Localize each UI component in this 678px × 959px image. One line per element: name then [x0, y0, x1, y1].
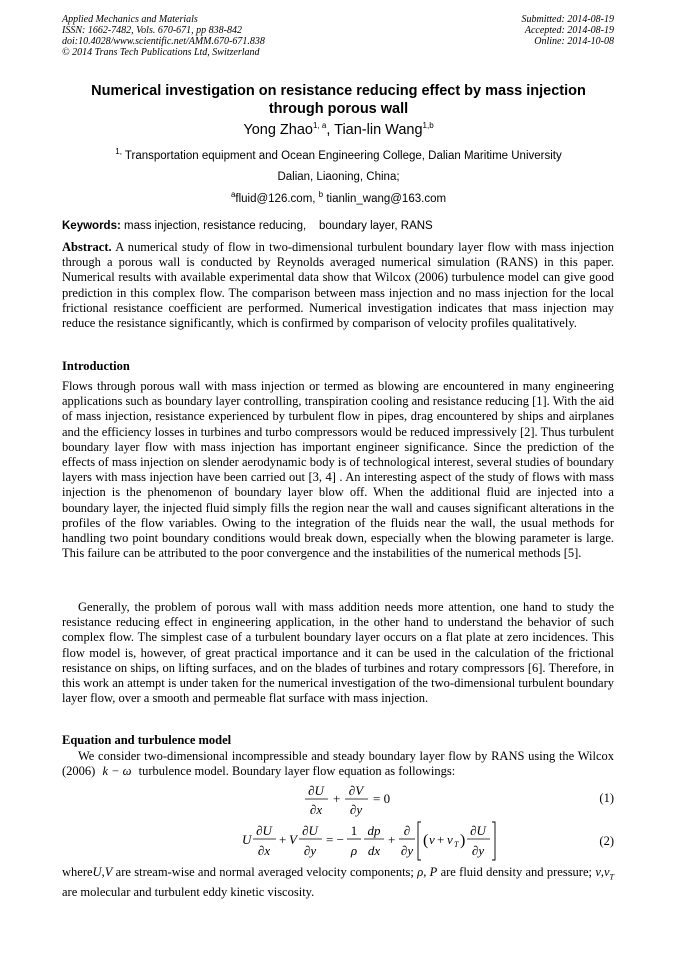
svg-text:∂x: ∂x: [257, 843, 271, 858]
equation-1-number: (1): [599, 791, 614, 805]
svg-text:ν: ν: [447, 832, 453, 847]
affiliation-text: Transportation equipment and Ocean Engineering College, Dalian Maritime University: [124, 150, 562, 162]
keywords-label: Keywords:: [62, 220, 121, 232]
velocity-symbols: U,V: [92, 865, 113, 879]
svg-text:dp: dp: [367, 823, 381, 838]
doi-line: doi:10.4028/www.scientific.net/AMM.670-671.838: [62, 36, 265, 47]
svg-text:∂U: ∂U: [302, 823, 318, 838]
svg-text:+: +: [388, 832, 396, 847]
where-text: are stream-wise and normal averaged velocity components;: [115, 865, 414, 879]
accepted-date: Accepted: 2014-08-19: [524, 25, 614, 36]
equations-intro-text: We consider two-dimensional incompressible and steady boundary layer flow by RANS using the Wilcox (2006): [62, 749, 614, 779]
abstract-label: Abstract.: [62, 240, 112, 254]
keywords-text: mass injection, resistance reducing, boundary layer, RANS: [124, 220, 433, 232]
author-separator: ,: [326, 122, 331, 138]
equations-intro-text: turbulence model. Boundary layer flow equation as followings:: [138, 764, 456, 779]
equation-1: [300, 780, 410, 822]
svg-text:∂y: ∂y: [400, 843, 414, 858]
author-affil-mark: 1, a: [312, 121, 327, 131]
email-b: tianlin_wang@163.com: [326, 193, 447, 205]
affiliation-city: Dalian, Liaoning, China;: [277, 171, 400, 183]
svg-text:∂y: ∂y: [471, 843, 485, 858]
introduction-paragraph-2: Generally, the problem of porous wall with mass addition needs more attention, one hand to study the resistance reducing effect in engineering application, in the other hand to understand the behavior of such complex flow. The simplest case of a turbulent boundary layer occurs on a flat plate at zero incidences. This flow model is, however, of great practical importance and it can be used in the calculation of the frictional resistance on ships, on lifting surfaces, and on the blades of turbines and rotary compressors [6]. Therefore, in this work an attempt is under taken for the numerical investigation of the two-dimensional turbulent boundary layer flow, over a smooth and permeable flat surface with mass injection.: [62, 600, 614, 706]
email-line: [62, 190, 615, 205]
where-text: where: [62, 865, 93, 879]
affiliation-mark: 1,: [115, 147, 122, 157]
author-list: [62, 122, 615, 138]
equation-2: [240, 820, 500, 864]
email-a: fluid@126.com,: [235, 193, 316, 205]
paper-title: Numerical investigation on resistance reducing effect by mass injection through porous wall: [91, 83, 586, 117]
where-text: are molecular and turbulent eddy kinetic viscosity.: [62, 884, 315, 899]
svg-text:+: +: [279, 832, 287, 847]
density-pressure-symbols: ρ, P: [417, 865, 438, 879]
submitted-date: Submitted: 2014-08-19: [521, 14, 614, 25]
svg-text:∂y: ∂y: [349, 802, 363, 817]
email-mark: b: [318, 190, 324, 200]
where-text: are fluid density and pressure;: [440, 865, 592, 879]
svg-text:T: T: [454, 840, 459, 849]
svg-text:∂y: ∂y: [303, 843, 317, 858]
svg-text:+: +: [437, 832, 445, 847]
author-name: Yong Zhao: [243, 122, 313, 138]
section-heading-introduction: Introduction: [62, 359, 130, 373]
keywords: [62, 220, 433, 232]
dates-header: [522, 14, 615, 47]
svg-text:dx: dx: [367, 843, 381, 858]
variable-definitions: [62, 865, 614, 900]
online-date: Online: 2014-10-08: [534, 36, 614, 47]
svg-text:∂V: ∂V: [348, 783, 364, 798]
svg-text:+: +: [333, 791, 341, 806]
svg-text:∂U: ∂U: [308, 783, 324, 798]
svg-text:∂U: ∂U: [256, 823, 272, 838]
email-mark: a: [230, 190, 236, 200]
viscosity-symbols: ν,ν: [595, 865, 610, 879]
turbulence-model-symbol: k − ω: [102, 764, 132, 779]
svg-text:U: U: [242, 832, 252, 847]
svg-text:(: (: [423, 832, 429, 849]
svg-text:): ): [460, 832, 466, 849]
svg-text:V: V: [289, 832, 297, 847]
author-name: Tian-lin Wang: [334, 122, 423, 138]
svg-text:ρ: ρ: [350, 843, 358, 858]
journal-header: [62, 14, 265, 58]
equations-intro: [62, 749, 614, 779]
section-heading-equations: Equation and turbulence model: [62, 733, 232, 747]
svg-text:ν: ν: [429, 832, 435, 847]
copyright-line: © 2014 Trans Tech Publications Ltd, Switzerland: [62, 47, 260, 58]
svg-text:∂: ∂: [403, 823, 411, 838]
author-affil-mark: 1,b: [422, 121, 434, 131]
abstract-text: A numerical study of flow in two-dimensional turbulent boundary layer flow with mass injection through a porous wall is conducted by Reynolds averaged numerical simulation (RANS) in this paper. Numerical results with available experimental data show that Wilcox (2006) turbulence model can give good prediction in this complex flow. The comparison between mass injection and no mass injection for the local frictional resistance coefficient are performed. Numerical investigation indicates that mass injection may reduce the resistance significantly, which is confirmed by comparison of velocity profiles qualitatively.: [62, 240, 614, 331]
issn-line: ISSN: 1662-7482, Vols. 670-671, pp 838-842: [62, 25, 242, 36]
svg-text:1: 1: [350, 823, 358, 838]
journal-name: Applied Mechanics and Materials: [62, 14, 198, 25]
abstract: [62, 240, 614, 331]
svg-text:∂U: ∂U: [470, 823, 486, 838]
turbulent-subscript: T: [609, 872, 614, 882]
svg-text:∂x: ∂x: [309, 802, 323, 817]
affiliation-line: [62, 147, 615, 162]
equation-2-number: (2): [599, 834, 614, 848]
svg-text:= 0: = 0: [373, 791, 391, 806]
introduction-paragraph-1: Flows through porous wall with mass injection or termed as blowing are encountered in many engineering applications such as boundary layer controlling, transpiration cooling and resistance reducing [1]. With the aid of mass injection, resistance experienced by turbulent flow in pipes, drag encountered by ships and airplanes and the efficiency losses in turbines and turbo compressors would be reduced impressively [2]. Thus turbulent boundary layer flow with mass injection has important engineer significance. Since the prediction of the effects of mass injection on slender aerodynamic body is of technological interest, several studies of boundary layers with mass injection have been carried out [3, 4] . An interesting aspect of the study of flows with mass injection is the phenomenon of boundary layer blow off. When the additional fluid are injected into a boundary layer, the injected fluid simply fills the region near the wall and causes significant alterations in the profiles of the flow variables. Owing to the integration of the fluids near the wall, the usual methods for handling two point boundary conditions would break down, especially when the blowing parameter is large. This failure can be attributed to the poor convergence and the instabilities of the numerical methods [5].: [62, 379, 614, 561]
svg-text:= −: = −: [326, 832, 344, 847]
